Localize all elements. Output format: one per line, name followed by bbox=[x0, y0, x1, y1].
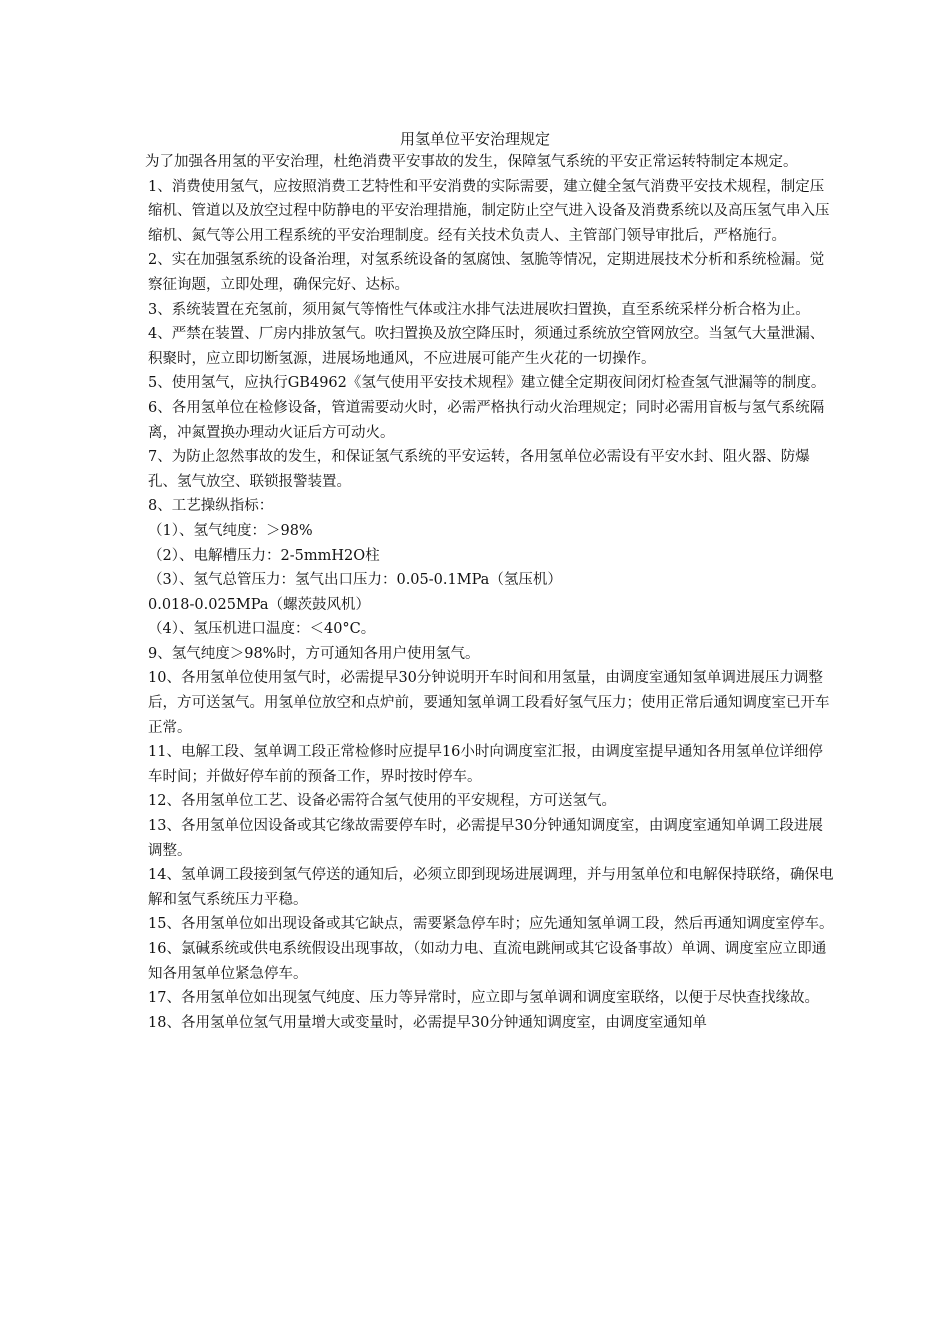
clause-11: 11、电解工段、氢单调工段正常检修时应提早16小时向调度室汇报，由调度室提早通知各用氢单位详细停车时间；并做好停车前的预备工作，界时按时停车。 bbox=[148, 744, 823, 785]
clause-8-item-3-cont: 0.018-0.025MPa（螺茨鼓风机） bbox=[148, 596, 371, 613]
clause-15: 15、各用氢单位如出现设备或其它缺点，需要紧急停车时；应先通知氢单调工段，然后再通知调度室停车。 bbox=[148, 916, 834, 933]
clause-4: 4、严禁在装置、厂房内排放氢气。吹扫置换及放空降压时，须通过系统放空管网放空。当氢气大量泄漏、积聚时，应立即切断氢源，进展场地通风，不应进展可能产生火花的一切操作。 bbox=[148, 326, 825, 367]
clause-6: 6、各用氢单位在检修设备，管道需要动火时，必需严格执行动火治理规定；同时必需用盲板与氢气系统隔离，冲氮置换办理动火证后方可动火。 bbox=[148, 399, 825, 441]
clause-8-item-1: （1）、氢气纯度：＞98% bbox=[148, 522, 313, 539]
clause-8: 8、工艺操纵指标： bbox=[148, 498, 274, 515]
clause-5: 5、使用氢气，应执行GB4962《氢气使用平安技术规程》建立健全定期夜间闭灯检查氢气泄漏等的制度。 bbox=[148, 375, 826, 392]
clause-8-item-2: （2）、电解槽压力：2-5mmH2O柱 bbox=[148, 547, 380, 564]
clause-16: 16、氯碱系统或供电系统假设出现事故，（如动力电、直流电跳闸或其它设备事故）单调、调度室应立即通知各用氢单位紧急停车。 bbox=[148, 941, 827, 982]
document-body bbox=[145, 150, 835, 1035]
clause-14: 14、氢单调工段接到氢气停送的通知后，必须立即到现场进展调理，并与用氢单位和电解保持联络，确保电解和氢气系统压力平稳。 bbox=[148, 867, 834, 908]
clause-1: 1、消费使用氢气，应按照消费工艺特性和平安消费的实际需要，建立健全氢气消费平安技术规程，制定压缩机、管道以及放空过程中防静电的平安治理措施，制定防止空气进入设备及消费系统以及高压氢气串入压缩机、氮气等公用工程系统的平安治理制度。经有关技术负责人、主管部门领导审批后，严格施行。 bbox=[148, 178, 830, 244]
clause-3: 3、系统装置在充氢前，须用氮气等惰性气体或注水排气法进展吹扫置换，直至系统采样分析合格为止。 bbox=[148, 301, 810, 318]
clause-8-item-3: （3）、氢气总管压力：氢气出口压力：0.05-0.1MPa（氢压机） bbox=[148, 572, 562, 589]
clause-12: 12、各用氢单位工艺、设备必需符合氢气使用的平安规程，方可送氢气。 bbox=[148, 793, 616, 810]
clause-7: 7、为防止忽然事故的发生，和保证氢气系统的平安运转，各用氢单位必需设有平安水封、阻火器、防爆孔、氢气放空、联锁报警装置。 bbox=[148, 449, 810, 490]
intro-paragraph: 为了加强各用氢的平安治理，杜绝消费平安事故的发生，保障氢气系统的平安正常运转特制定本规定。 bbox=[145, 154, 798, 170]
clause-18: 18、各用氢单位氢气用量增大或变量时，必需提早30分钟通知调度室，由调度室通知单 bbox=[148, 1014, 707, 1031]
clause-9: 9、氢气纯度＞98%时，方可通知各用户使用氢气。 bbox=[148, 645, 480, 662]
document-title: 用氢单位平安治理规定 bbox=[399, 130, 550, 148]
clause-17: 17、各用氢单位如出现氢气纯度、压力等异常时，应立即与氢单调和调度室联络，以便于尽快查找缘故。 bbox=[148, 990, 819, 1007]
clause-2: 2、实在加强氢系统的设备治理，对氢系统设备的氢腐蚀、氢脆等情况，定期进展技术分析和系统检漏。觉察征询题，立即处理，确保完好、达标。 bbox=[148, 252, 825, 293]
clause-13: 13、各用氢单位因设备或其它缘故需要停车时，必需提早30分钟通知调度室，由调度室通知单调工段进展调整。 bbox=[148, 818, 823, 859]
clause-10: 10、各用氢单位使用氢气时，必需提早30分钟说明开车时间和用氢量，由调度室通知氢单调进展压力调整后，方可送氢气。用氢单位放空和点炉前，要通知氢单调工段看好氢气压力；使用正常后通知调度室已开车正常。 bbox=[148, 670, 830, 736]
clause-8-item-4: （4）、氢压机进口温度：＜40°C。 bbox=[148, 621, 376, 638]
